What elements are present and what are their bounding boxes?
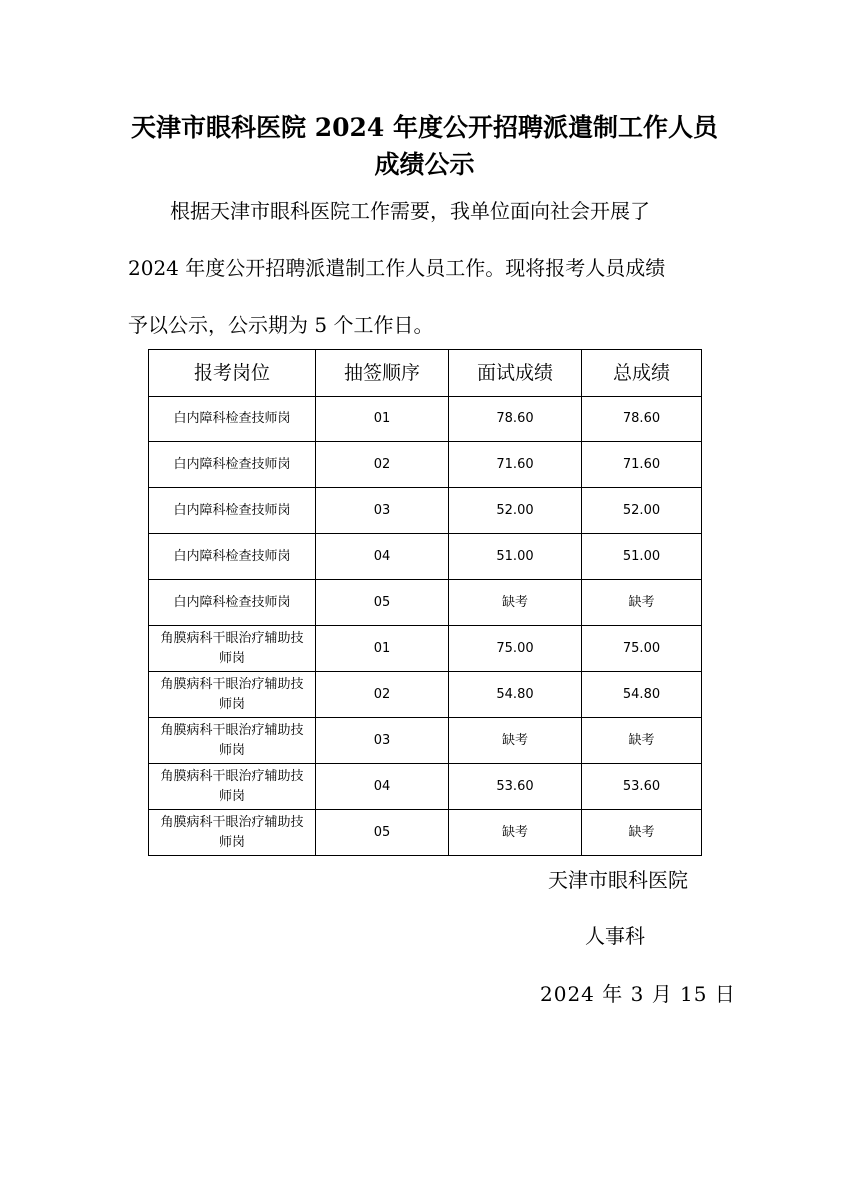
cell-interview: 54.80 <box>449 672 582 718</box>
cell-order: 01 <box>316 397 449 442</box>
table-row <box>149 534 702 580</box>
cell-order: 03 <box>316 718 449 764</box>
header-interview-score: 面试成绩 <box>449 350 582 397</box>
intro-paragraph-line: 予以公示，公示期为 5 个工作日。 <box>128 313 434 337</box>
page-title: 天津市眼科医院 2024 年度公开招聘派遣制工作人员 <box>131 113 718 142</box>
cell-total: 71.60 <box>582 442 702 488</box>
cell-position <box>149 672 316 718</box>
cell-total: 缺考 <box>582 810 702 856</box>
signature-date: 2024 年 3 月 15 日 <box>540 982 736 1006</box>
cell-total: 51.00 <box>582 534 702 580</box>
cell-total: 78.60 <box>582 397 702 442</box>
cell-interview: 75.00 <box>449 626 582 672</box>
position-line: 角膜病科干眼治疗辅助技 <box>160 722 304 738</box>
cell-total: 缺考 <box>582 718 702 764</box>
score-table <box>148 349 702 856</box>
cell-position: 白内障科检查技师岗 <box>149 580 316 626</box>
position-line: 角膜病科干眼治疗辅助技 <box>160 676 304 692</box>
cell-total: 54.80 <box>582 672 702 718</box>
signature-organization: 天津市眼科医院 <box>548 868 688 892</box>
position-line: 角膜病科干眼治疗辅助技 <box>160 814 304 830</box>
position-line: 师岗 <box>218 742 245 758</box>
cell-position <box>149 764 316 810</box>
page-title-continued: 成绩公示 <box>374 150 475 179</box>
cell-order: 03 <box>316 488 449 534</box>
intro-paragraph-line: 根据天津市眼科医院工作需要，我单位面向社会开展了 <box>170 199 650 223</box>
position-line: 师岗 <box>218 650 245 666</box>
cell-interview: 缺考 <box>449 580 582 626</box>
position-line: 师岗 <box>218 788 245 804</box>
table-row <box>149 488 702 534</box>
table-row <box>149 580 702 626</box>
cell-position <box>149 626 316 672</box>
cell-interview: 缺考 <box>449 718 582 764</box>
signature-department: 人事科 <box>585 924 645 948</box>
cell-order: 02 <box>316 672 449 718</box>
position-line: 师岗 <box>218 834 245 850</box>
table-row <box>149 810 702 856</box>
cell-order: 04 <box>316 764 449 810</box>
table-row <box>149 718 702 764</box>
table-row <box>149 764 702 810</box>
cell-position: 白内障科检查技师岗 <box>149 442 316 488</box>
cell-total: 52.00 <box>582 488 702 534</box>
table-header-row <box>149 350 702 397</box>
header-position: 报考岗位 <box>149 350 316 397</box>
cell-order: 02 <box>316 442 449 488</box>
cell-total: 53.60 <box>582 764 702 810</box>
cell-interview: 78.60 <box>449 397 582 442</box>
cell-total: 缺考 <box>582 580 702 626</box>
intro-paragraph-line: 2024 年度公开招聘派遣制工作人员工作。现将报考人员成绩 <box>128 256 666 280</box>
header-total-score: 总成绩 <box>582 350 702 397</box>
table-row <box>149 672 702 718</box>
cell-position: 白内障科检查技师岗 <box>149 488 316 534</box>
cell-position <box>149 718 316 764</box>
cell-interview: 51.00 <box>449 534 582 580</box>
table-row <box>149 626 702 672</box>
cell-position <box>149 810 316 856</box>
cell-position: 白内障科检查技师岗 <box>149 397 316 442</box>
position-line: 角膜病科干眼治疗辅助技 <box>160 768 304 784</box>
cell-order: 04 <box>316 534 449 580</box>
cell-interview: 53.60 <box>449 764 582 810</box>
cell-total: 75.00 <box>582 626 702 672</box>
position-line: 师岗 <box>218 696 245 712</box>
cell-interview: 71.60 <box>449 442 582 488</box>
cell-interview: 缺考 <box>449 810 582 856</box>
cell-order: 01 <box>316 626 449 672</box>
cell-interview: 52.00 <box>449 488 582 534</box>
cell-order: 05 <box>316 810 449 856</box>
cell-order: 05 <box>316 580 449 626</box>
header-draw-order: 抽签顺序 <box>316 350 449 397</box>
table-row <box>149 397 702 442</box>
table-row <box>149 442 702 488</box>
cell-position: 白内障科检查技师岗 <box>149 534 316 580</box>
position-line: 角膜病科干眼治疗辅助技 <box>160 630 304 646</box>
